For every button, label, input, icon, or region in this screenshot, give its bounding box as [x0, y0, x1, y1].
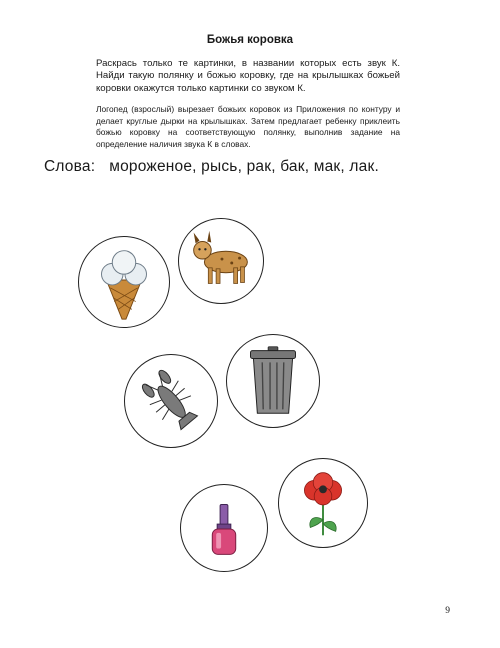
picture-circle-trash-can[interactable] — [226, 334, 320, 428]
page-number: 9 — [445, 606, 450, 616]
nail-polish-icon — [181, 485, 267, 571]
trash-can-icon — [227, 335, 319, 427]
picture-circle-crayfish[interactable] — [124, 354, 218, 448]
lynx-icon — [179, 219, 263, 303]
poppy-icon — [279, 459, 367, 547]
words-list: мороженое, рысь, рак, бак, мак, лак. — [109, 158, 379, 175]
picture-circle-poppy[interactable] — [278, 458, 368, 548]
words-line — [44, 158, 379, 176]
picture-circle-ice-cream[interactable] — [78, 236, 170, 328]
instruction-text: Раскрась только те картинки, в названии которых есть звук К. Найди такую полянку и божью коровку, где на крылышках божьей коровки окажутся только картинки со звуком К. — [96, 58, 400, 94]
words-label: Слова: — [44, 158, 96, 175]
teacher-instruction-text: Логопед (взрослый) вырезает божьих коровок из Приложения по контуру и делает круглые дырки на крылышках. Затем предлагает ребенку приклеить божью коровку на соответствующую полянку, выполнив задание на определение наличия звука К в словах. — [96, 104, 400, 149]
picture-circle-lynx[interactable] — [178, 218, 264, 304]
ice-cream-icon — [79, 237, 169, 327]
picture-circle-nail-polish[interactable] — [180, 484, 268, 572]
crayfish-icon — [125, 355, 217, 447]
page-title: Божья коровка — [206, 34, 294, 46]
